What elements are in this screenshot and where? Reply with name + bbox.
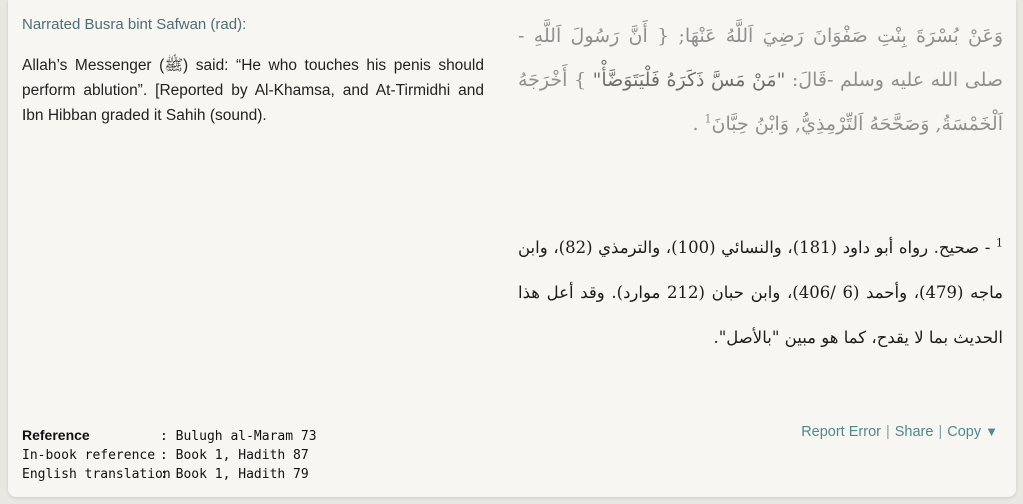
copy-link[interactable] [947,424,998,440]
separator: | [938,424,943,440]
inbook-reference-label: In-book reference [22,448,156,463]
action-links [801,424,998,440]
footnote [518,225,1003,360]
reference-value: : Bulugh al-Maram 73 [160,429,317,444]
footnote-marker: 1 [995,236,1003,250]
inbook-reference-row [22,446,317,465]
arabic-text [518,14,1003,146]
reference-row [22,426,317,446]
copy-label: Copy [947,424,982,440]
english-translation-row [22,465,317,484]
report-error-link[interactable]: Report Error [801,424,881,440]
narrator-heading: Narrated Busra bint Safwan (rad): [22,16,247,33]
arabic-footnote-marker[interactable]: 1 [704,112,712,126]
separator: | [885,424,890,440]
arabic-quote: "مَنْ مَسَّ ذَكَرَهُ فَلْيَتَوَضَّأْ" [592,69,786,91]
hadith-card [8,0,1016,497]
reference-label: Reference [22,427,90,443]
arabic-text-part1: وَعَنْ بُسْرَةَ بِنْتِ صَفْوَانَ رَضِيَ اَللَّهُ عَنْهَا; { أَنَّ رَسُولَ اَللَّهِ - صلى الله عليه وسلم -قَالَ: [518,25,1003,91]
arabic-text-part2: } أَخْرَجَهُ اَلْخَمْسَةُ, وَصَحَّحَهُ اَلتِّرْمِذِيُّ, وَابْنُ حِبَّانَ [518,69,1003,135]
caret-down-icon: ▼ [985,424,998,439]
reference-block [22,426,317,484]
footnote-text: - صحيح. رواه أبو داود (181)، والنسائي (100)، والترمذي (82)، وابن ماجه (479)، وأحمد (6 /406)، وابن حبان (212 موارد). وقد أعل هذا الحديث بما لا يقدح، كما هو مبين "بالأصل". [518,238,1004,347]
english-text: Allah’s Messenger (ﷺ) said: “He who touches his penis should perform ablution”. [Reported by Al-Khamsa, and At-Tirmidhi and Ibn Hibban graded it Sahih (sound). [22,57,484,124]
arabic-text-end: . [692,113,705,135]
inbook-reference-value: : Book 1, Hadith 87 [160,448,309,463]
english-translation-label: English translation [22,467,171,482]
share-link[interactable]: Share [894,424,934,440]
english-translation-value: : Book 1, Hadith 79 [160,467,309,482]
